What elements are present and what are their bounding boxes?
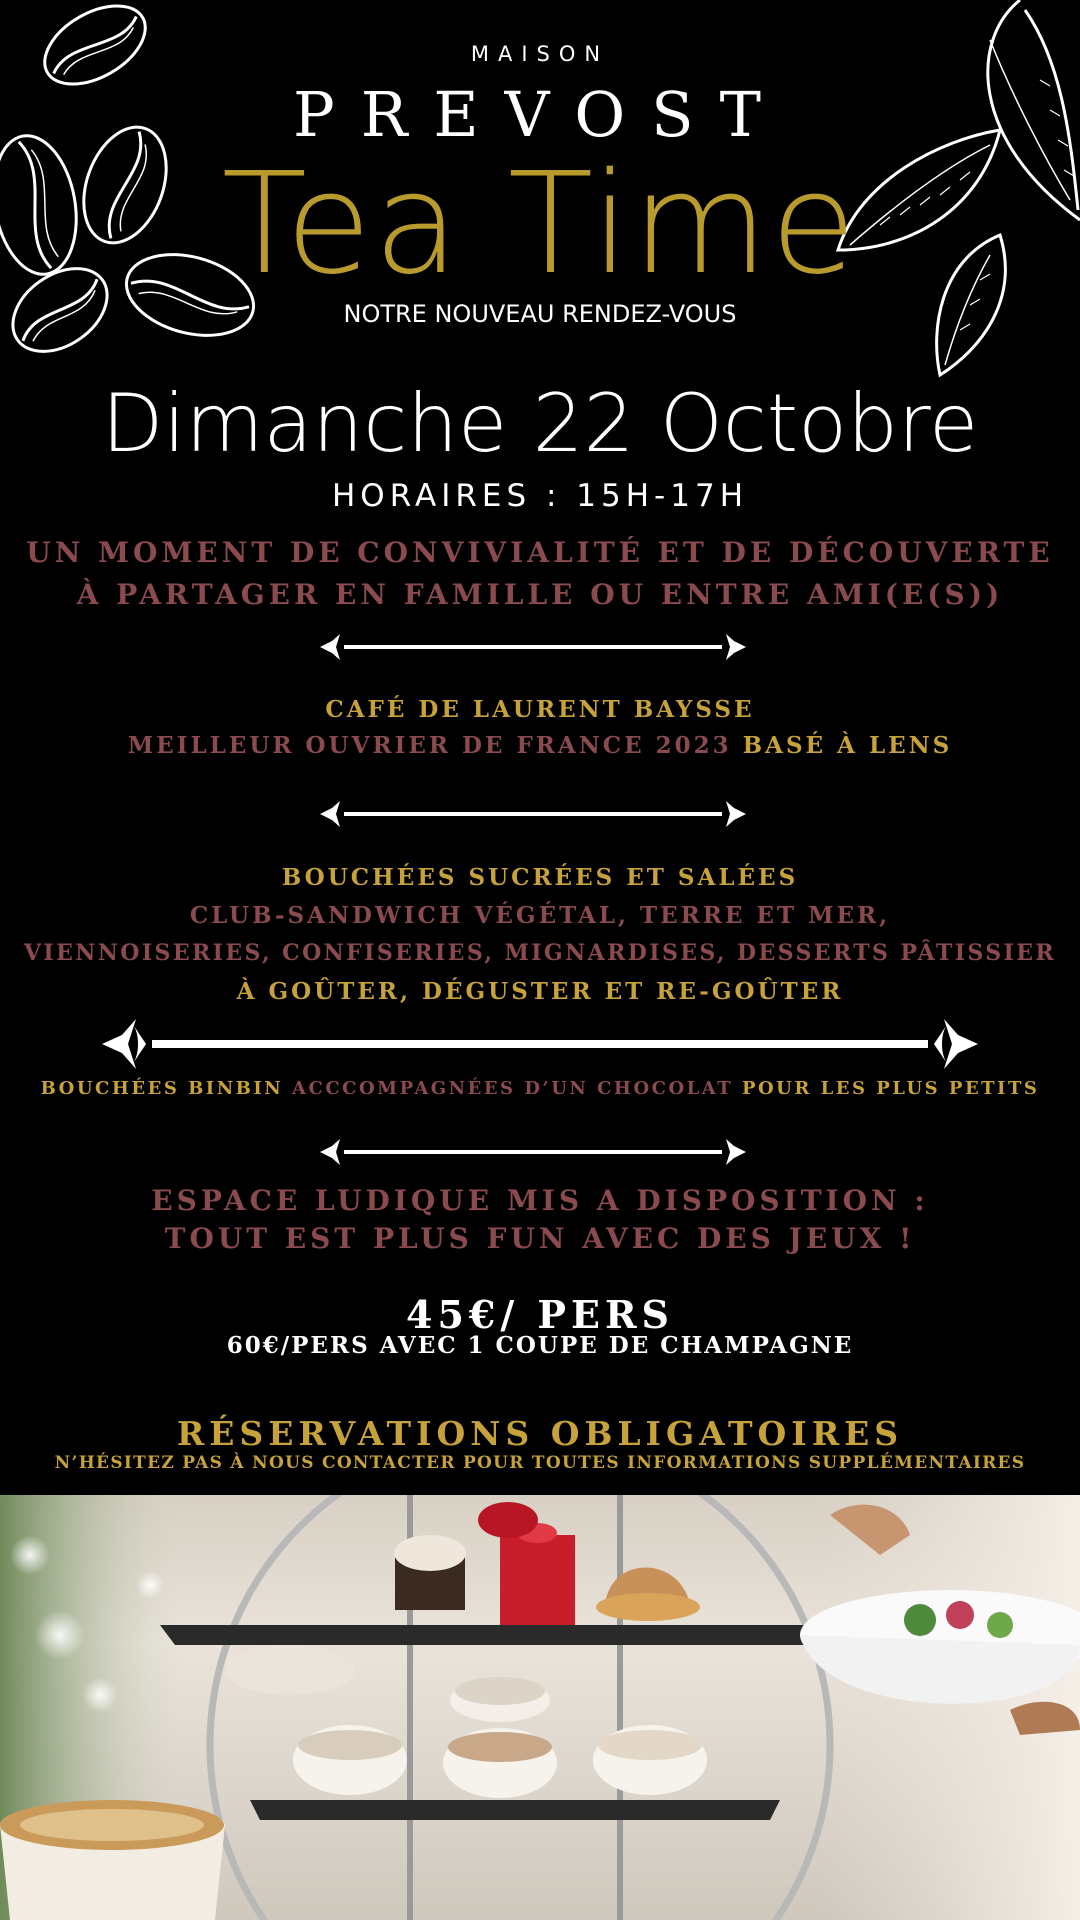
- kids-part-2: ACCCOMPAGNÉES D’UN CHOCOLAT: [292, 1078, 734, 1099]
- brand-maison: MAISON: [470, 42, 610, 66]
- event-date: Dimanche 22 Octobre: [101, 377, 979, 470]
- kids-part-3: POUR LES PLUS PETITS: [741, 1078, 1040, 1099]
- brand-name: PREVOST: [293, 78, 787, 151]
- reservations-note: N’HÉSITEZ PAS À NOUS CONTACTER POUR TOUTES INFORMATIONS SUPPLÉMENTAIRES: [54, 1453, 1026, 1473]
- tea-time-pastry-stand-photo: [0, 1495, 1080, 1920]
- ornamental-divider-icon: [318, 1137, 748, 1167]
- bouchees-line-1: CLUB-SANDWICH VÉGÉTAL, TERRE ET MER,: [189, 902, 891, 929]
- bouchees-title: BOUCHÉES SUCRÉES ET SALÉES: [281, 864, 799, 891]
- ornamental-divider-icon: [318, 799, 748, 829]
- bouchees-line-2: VIENNOISERIES, CONFISERIES, MIGNARDISES, DESSERTS PÂTISSIER: [23, 940, 1057, 966]
- cafe-line-2: [0, 732, 1080, 759]
- cafe-line-1: CAFÉ DE LAURENT BAYSSE: [325, 696, 755, 723]
- ornamental-divider-large-icon: [100, 1013, 980, 1075]
- page-title: Tea Time: [221, 143, 859, 306]
- reservations-title: RÉSERVATIONS OBLIGATOIRES: [176, 1414, 904, 1453]
- price-main: 45€/ PERS: [406, 1292, 674, 1337]
- espace-line-1: ESPACE LUDIQUE MIS A DISPOSITION :: [151, 1184, 929, 1217]
- kids-line: [0, 1078, 1080, 1099]
- intro-line-1: UN MOMENT DE CONVIVIALITÉ ET DE DÉCOUVERTE: [26, 536, 1054, 569]
- kids-part-1: BOUCHÉES BINBIN: [40, 1078, 284, 1099]
- subtitle: NOTRE NOUVEAU RENDEZ-VOUS: [343, 300, 737, 328]
- cafe-line-2-location: BASÉ À LENS: [742, 732, 953, 759]
- price-champagne: 60€/PERS AVEC 1 COUPE DE CHAMPAGNE: [226, 1332, 854, 1359]
- espace-line-2: TOUT EST PLUS FUN AVEC DES JEUX !: [164, 1222, 916, 1255]
- ornamental-divider-icon: [318, 632, 748, 662]
- event-hours: HORAIRES : 15H-17H: [332, 478, 748, 514]
- cafe-line-2-title: MEILLEUR OUVRIER DE FRANCE 2023: [127, 732, 732, 759]
- bouchees-line-3: À GOÛTER, DÉGUSTER ET RE-GOÛTER: [236, 978, 844, 1005]
- intro-line-2: À PARTAGER EN FAMILLE OU ENTRE AMI(E(S)): [76, 578, 1004, 611]
